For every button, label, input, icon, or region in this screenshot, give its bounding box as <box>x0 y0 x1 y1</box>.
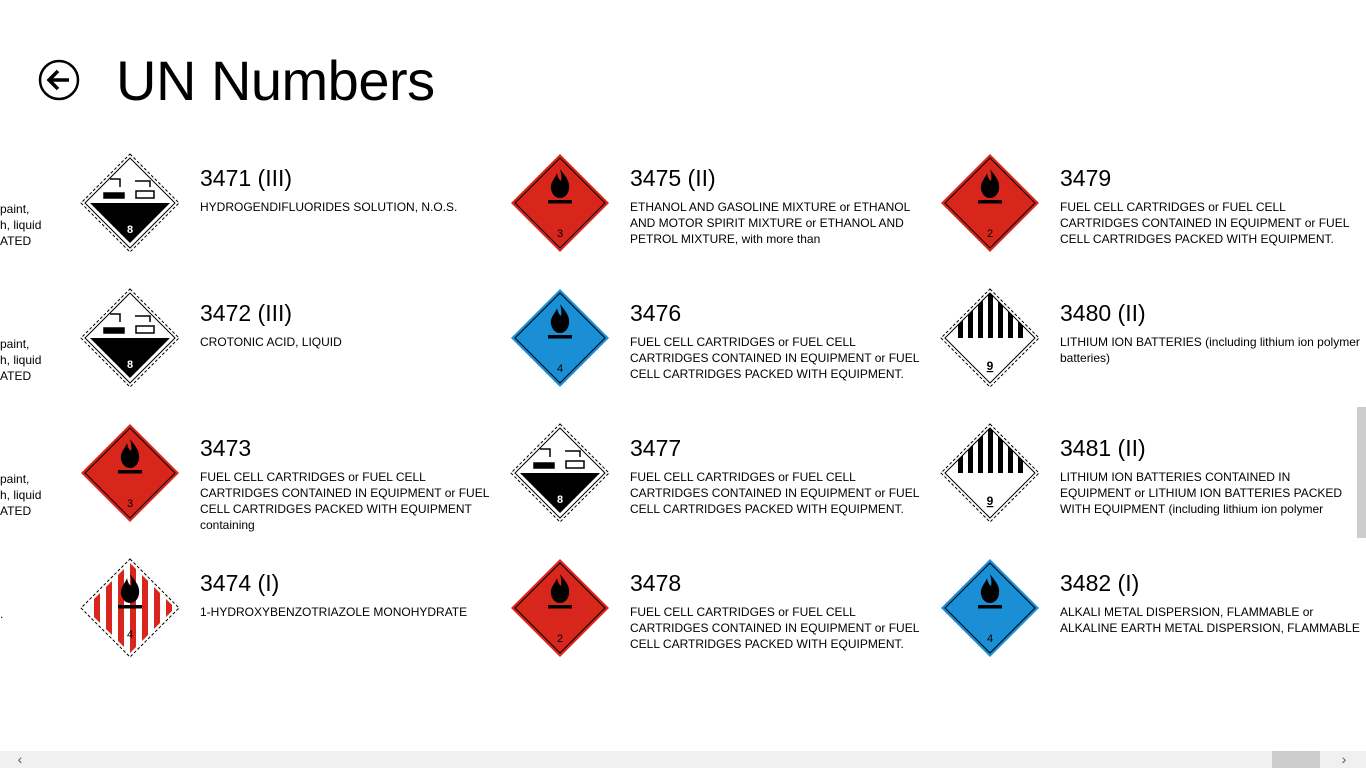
un-number: 3476 <box>630 300 682 326</box>
un-description: ALKALI METAL DISPERSION, FLAMMABLE or ALKALINE EARTH METAL DISPERSION, FLAMMABLE <box>1060 605 1360 635</box>
un-description: ETHANOL AND GASOLINE MIXTURE or ETHANOL AND MOTOR SPIRIT MIXTURE or ETHANOL AND PETROL MIXTURE, with more than <box>630 200 910 246</box>
un-number-item[interactable] <box>510 558 930 668</box>
scroll-left-icon[interactable]: ‹ <box>17 751 23 767</box>
clipped-text-line: paint, <box>0 337 30 351</box>
hazard-placard-icon <box>80 153 180 253</box>
placard-class-label: 3 <box>556 228 564 240</box>
clipped-text-line: paint, <box>0 202 30 216</box>
placard-class-label: 9 <box>986 359 994 373</box>
un-number-item[interactable] <box>940 558 1360 668</box>
clipped-text-line: . <box>0 607 4 621</box>
hazard-placard-icon <box>80 288 180 388</box>
hazard-placard-icon <box>510 288 610 388</box>
un-description: FUEL CELL CARTRIDGES or FUEL CELL CARTRIDGES CONTAINED IN EQUIPMENT or FUEL CELL CARTRIDGES PACKED WITH EQUIPMENT containing <box>200 470 489 532</box>
un-number: 3471 (III) <box>200 165 293 191</box>
placard-class-label: 8 <box>556 494 564 506</box>
un-description: FUEL CELL CARTRIDGES or FUEL CELL CARTRIDGES CONTAINED IN EQUIPMENT or FUEL CELL CARTRIDGES PACKED WITH EQUIPMENT. <box>630 605 919 651</box>
placard-class-label: 4 <box>556 363 564 375</box>
un-number-item[interactable] <box>80 288 500 398</box>
placard-class-label: 9 <box>986 494 994 508</box>
un-number: 3478 <box>630 570 682 596</box>
un-number-item[interactable] <box>510 153 930 263</box>
clipped-text-line: ATED <box>0 369 32 383</box>
placard-class-label: 4 <box>126 629 134 641</box>
un-number-item[interactable] <box>80 423 500 533</box>
un-number-item[interactable] <box>940 288 1360 398</box>
clipped-text-line: ATED <box>0 504 32 518</box>
un-number-item[interactable] <box>510 423 930 533</box>
un-description: LITHIUM ION BATTERIES CONTAINED IN EQUIPMENT or LITHIUM ION BATTERIES PACKED WITH EQUIPMENT (including lithium ion polymer <box>1060 470 1343 516</box>
un-number: 3482 (I) <box>1060 570 1140 596</box>
placard-class-label: 3 <box>126 498 134 510</box>
placard-class-label: 2 <box>986 228 994 240</box>
hazard-placard-icon <box>940 558 1040 658</box>
un-description: FUEL CELL CARTRIDGES or FUEL CELL CARTRIDGES CONTAINED IN EQUIPMENT or FUEL CELL CARTRIDGES PACKED WITH EQUIPMENT. <box>1060 200 1349 246</box>
hazard-placard-icon <box>940 288 1040 388</box>
un-description: HYDROGENDIFLUORIDES SOLUTION, N.O.S. <box>200 200 458 214</box>
un-number-item[interactable] <box>940 423 1360 533</box>
un-number: 3474 (I) <box>200 570 280 596</box>
placard-class-label: 2 <box>556 633 564 645</box>
un-number-item[interactable] <box>80 153 500 263</box>
un-description: FUEL CELL CARTRIDGES or FUEL CELL CARTRIDGES CONTAINED IN EQUIPMENT or FUEL CELL CARTRIDGES PACKED WITH EQUIPMENT. <box>630 335 919 381</box>
hazard-placard-icon <box>80 558 180 658</box>
hazard-placard-icon <box>80 423 180 523</box>
hazard-placard-icon <box>510 423 610 523</box>
placard-class-label: 8 <box>126 224 134 236</box>
clipped-text-line: h, liquid <box>0 218 42 232</box>
placard-class-label: 4 <box>986 633 994 645</box>
horizontal-scrollbar-thumb[interactable] <box>1272 751 1320 768</box>
un-description: CROTONIC ACID, LIQUID <box>200 335 342 349</box>
clipped-text-line: paint, <box>0 472 30 486</box>
hazard-placard-icon <box>940 153 1040 253</box>
un-number-item[interactable] <box>510 288 930 398</box>
horizontal-scrollbar[interactable] <box>0 751 1366 768</box>
un-number: 3475 (II) <box>630 165 716 191</box>
page-title: UN Numbers <box>116 49 435 112</box>
hazard-placard-icon <box>940 423 1040 523</box>
un-number: 3477 <box>630 435 682 461</box>
un-number-item[interactable] <box>940 153 1360 263</box>
clipped-text-line: h, liquid <box>0 353 42 367</box>
clipped-text-line: ATED <box>0 234 32 248</box>
un-number: 3480 (II) <box>1060 300 1146 326</box>
un-number-item[interactable] <box>80 558 500 668</box>
hazard-placard-icon <box>510 153 610 253</box>
vertical-scrollbar-thumb[interactable] <box>1357 407 1366 538</box>
un-number: 3481 (II) <box>1060 435 1146 461</box>
un-number: 3472 (III) <box>200 300 293 326</box>
hazard-placard-icon <box>510 558 610 658</box>
un-description: FUEL CELL CARTRIDGES or FUEL CELL CARTRIDGES CONTAINED IN EQUIPMENT or FUEL CELL CARTRIDGES PACKED WITH EQUIPMENT. <box>630 470 919 516</box>
un-description: 1-HYDROXYBENZOTRIAZOLE MONOHYDRATE <box>200 605 468 619</box>
un-number: 3479 <box>1060 165 1112 191</box>
un-number: 3473 <box>200 435 252 461</box>
un-description: LITHIUM ION BATTERIES (including lithium ion polymer batteries) <box>1060 335 1360 365</box>
scroll-right-icon[interactable]: › <box>1341 751 1347 767</box>
placard-class-label: 8 <box>126 359 134 371</box>
clipped-text-line: h, liquid <box>0 488 42 502</box>
